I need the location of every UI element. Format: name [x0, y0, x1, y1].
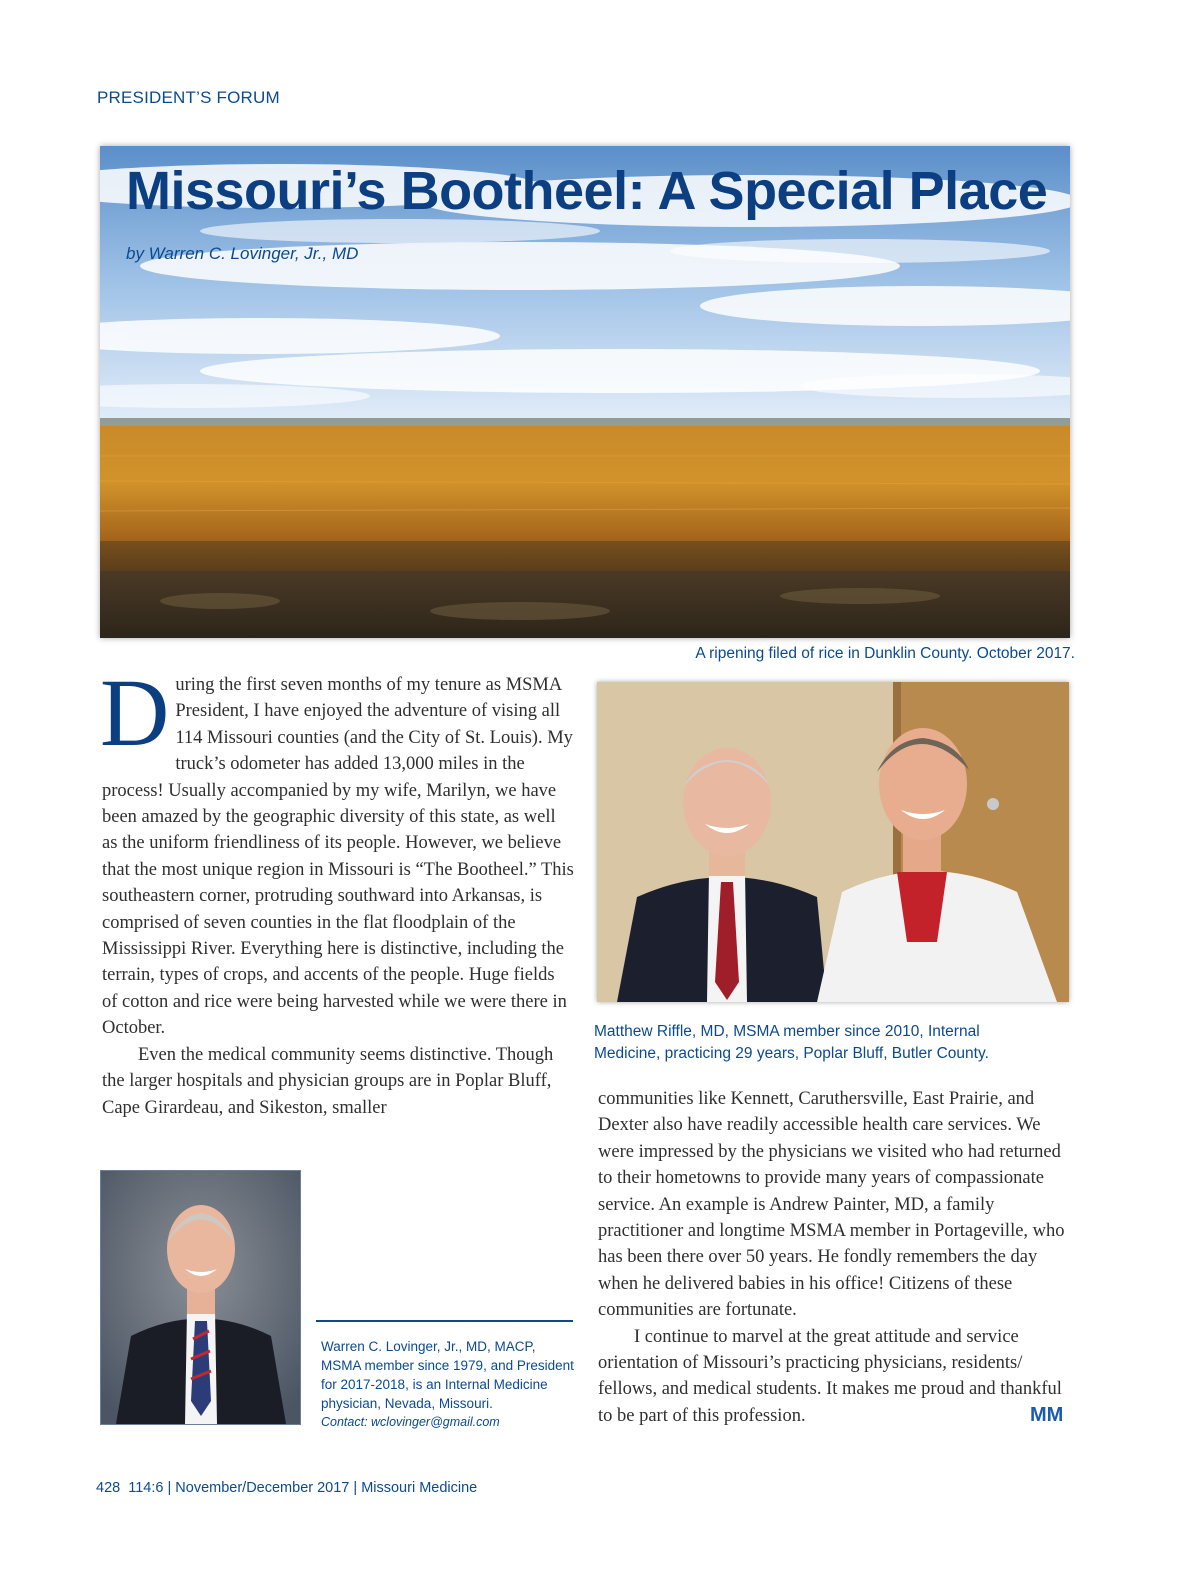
body-column-right: [598, 1086, 1068, 1429]
paragraph-3: I continue to marvel at the great attitude and service orientation of Missouri’s practicing physicians, residents/ fellows, and medical students. It makes me proud and thankful to be part of this profession.: [598, 1326, 1062, 1426]
physicians-photo: [597, 682, 1069, 1002]
hero-photo-caption: A ripening filed of rice in Dunklin County. October 2017.: [695, 645, 1075, 662]
author-portrait: [100, 1170, 301, 1425]
author-bio: [321, 1337, 577, 1432]
end-mark: MM: [1030, 1404, 1064, 1426]
article-title: Missouri’s Bootheel: A Special Place: [126, 161, 1048, 221]
author-contact: Contact: wclovinger@gmail.com: [321, 1415, 500, 1429]
physicians-photo-caption: Matthew Riffle, MD, MSMA member since 2010, Internal Medicine, practicing 29 years, Poplar Bluff, Butler County.: [594, 1023, 989, 1062]
body-column-left: [100, 659, 574, 1121]
paragraph-1: uring the first seven months of my tenure as MSMA President, I have enjoyed the adventure of vising all 114 Missouri counties (and the City of St. Louis). My truck’s odometer has added 13,000 miles in the process! Usually accompanied by my wife, Marilyn, we have been amazed by the geographic diversity of this state, as well as the uniform friendliness of its people. However, we believe that the most unique region in Missouri is “The Bootheel.” This southeastern corner, protruding southward into Arkansas, is comprised of seven counties in the flat floodplain of the Mississippi River. Everything here is distinctive, including the terrain, types of crops, and accents of the people. Huge fields of cotton and rice were being harvested while we were there in October.: [102, 675, 574, 1039]
page-footer: 428 114:6 | November/December 2017 | Missouri Medicine: [96, 1480, 478, 1496]
bio-divider: [316, 1320, 573, 1322]
author-bio-text: Warren C. Lovinger, Jr., MD, MACP, MSMA member since 1979, and President for 2017-2018, is an Internal Medicine physician, Nevada, Missouri.: [321, 1339, 574, 1411]
paragraph-2-start: Even the medical community seems distinctive. Though the larger hospitals and physician groups are in Poplar Bluff, Cape Girardeau, and Sikeston, smaller: [102, 1044, 554, 1118]
paragraph-2-continued: communities like Kennett, Caruthersville, East Prairie, and Dexter also have readily accessible health care services. We were impressed by the physicians we visited who had returned to their hometowns to provide many years of compassionate service. An example is Andrew Painter, MD, a family practitioner and longtime MSMA member in Portageville, who has been there over 50 years. He fondly remembers the day when he delivered babies in his office! Citizens of these communities are fortunate.: [598, 1089, 1065, 1321]
section-label: PRESIDENT’S FORUM: [97, 88, 280, 107]
article-byline: by Warren C. Lovinger, Jr., MD: [126, 244, 359, 263]
dropcap: D: [100, 659, 170, 766]
